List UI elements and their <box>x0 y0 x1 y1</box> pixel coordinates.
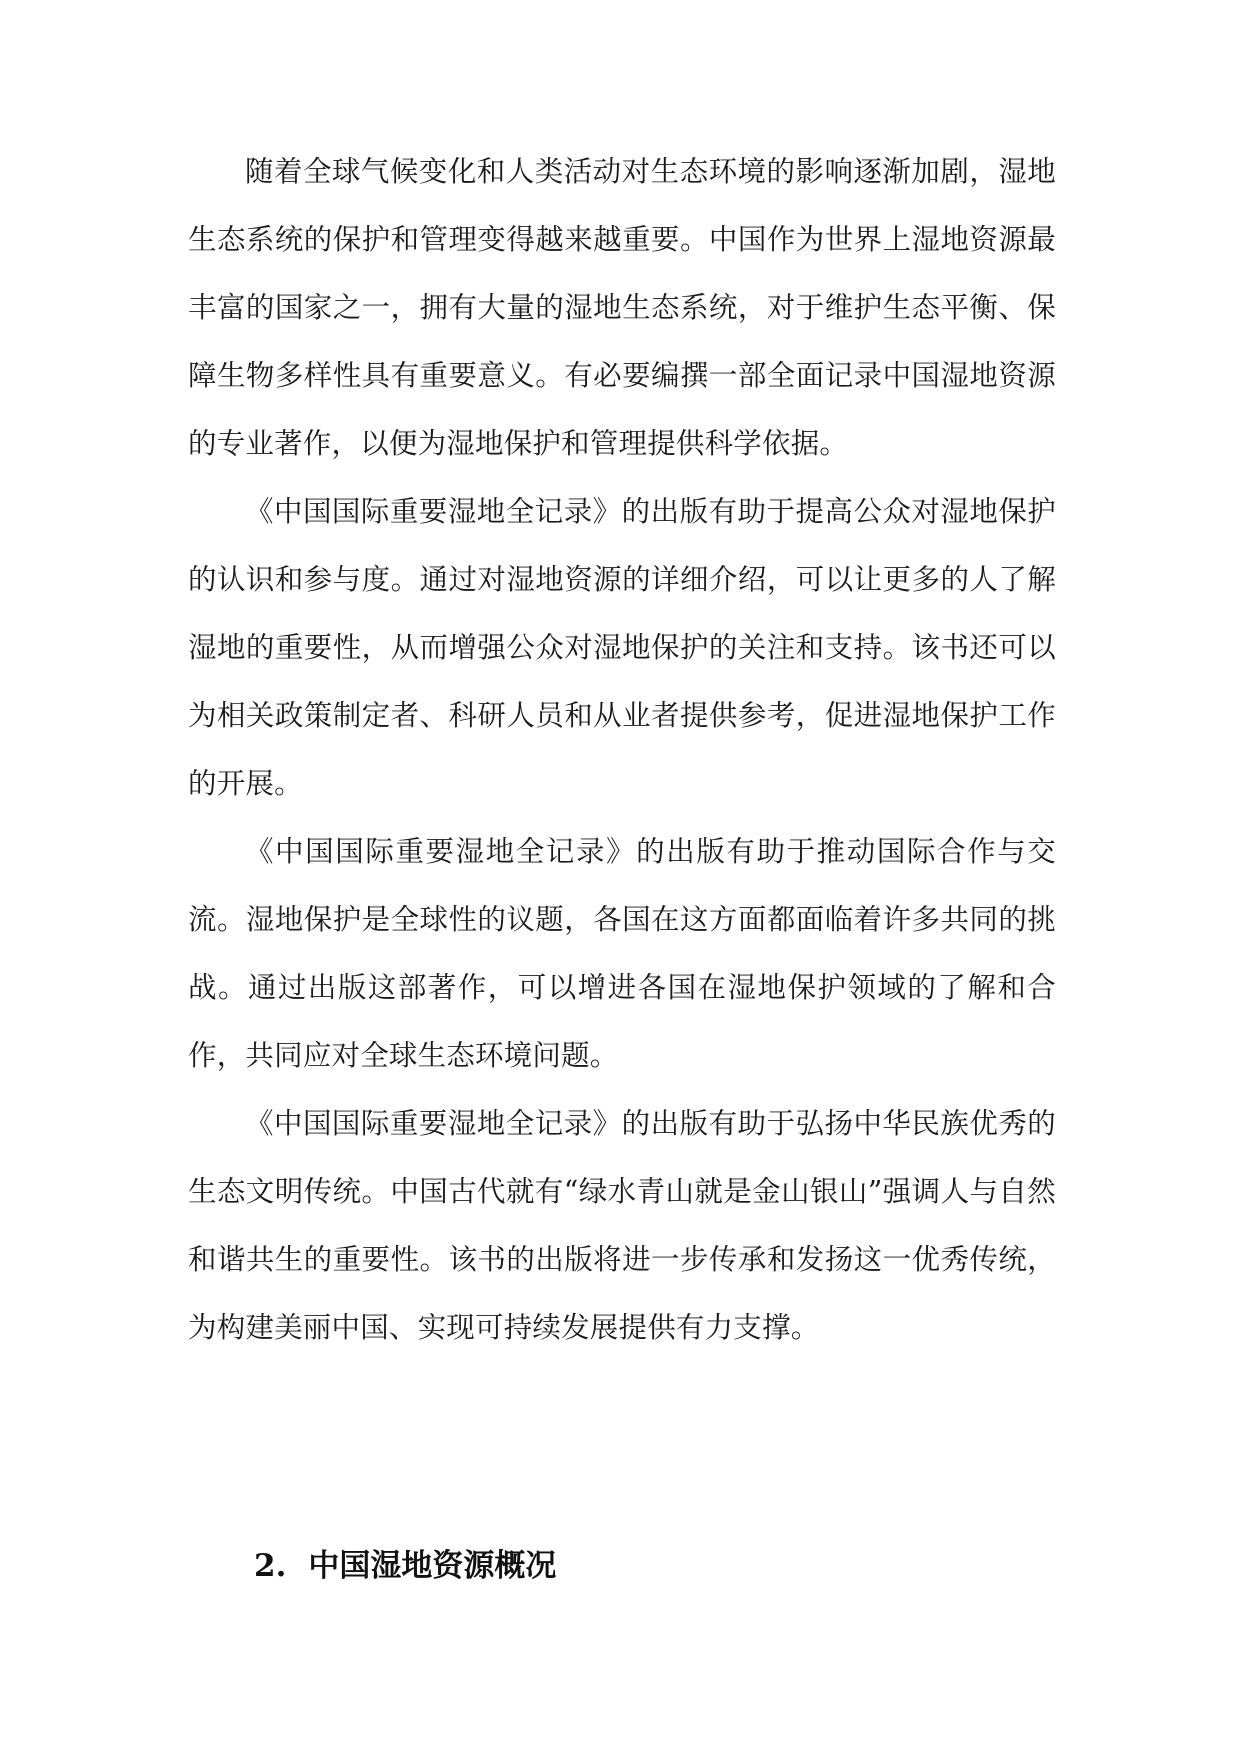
section-heading <box>254 1546 556 1586</box>
body-text <box>188 138 1056 1362</box>
paragraph-1: 随着全球气候变化和人类活动对生态环境的影响逐渐加剧，湿地生态系统的保护和管理变得越来越重要。中国作为世界上湿地资源最丰富的国家之一，拥有大量的湿地生态系统，对于维护生态平衡、保障生物多样性具有重要意义。有必要编撰一部全面记录中国湿地资源的专业著作，以便为湿地保护和管理提供科学依据。 <box>188 155 1056 460</box>
section-title: 中国湿地资源概况 <box>308 1548 557 1584</box>
paragraph-2: 《中国国际重要湿地全记录》的出版有助于提高公众对湿地保护的认识和参与度。通过对湿地资源的详细介绍，可以让更多的人了解湿地的重要性，从而增强公众对湿地保护的关注和支持。该书还可以为相关政策制定者、科研人员和从业者提供参考，促进湿地保护工作的开展。 <box>188 495 1056 800</box>
section-number: 2. <box>254 1548 287 1584</box>
paragraph-4: 《中国国际重要湿地全记录》的出版有助于弘扬中华民族优秀的生态文明传统。中国古代就有“绿水青山就是金山银山”强调人与自然和谐共生的重要性。该书的出版将进一步传承和发扬这一优秀传统，为构建美丽中国、实现可持续发展提供有力支撑。 <box>188 1107 1056 1344</box>
paragraph-3: 《中国国际重要湿地全记录》的出版有助于推动国际合作与交流。湿地保护是全球性的议题，各国在这方面都面临着许多共同的挑战。通过出版这部著作，可以增进各国在湿地保护领域的了解和合作，共同应对全球生态环境问题。 <box>188 835 1056 1072</box>
